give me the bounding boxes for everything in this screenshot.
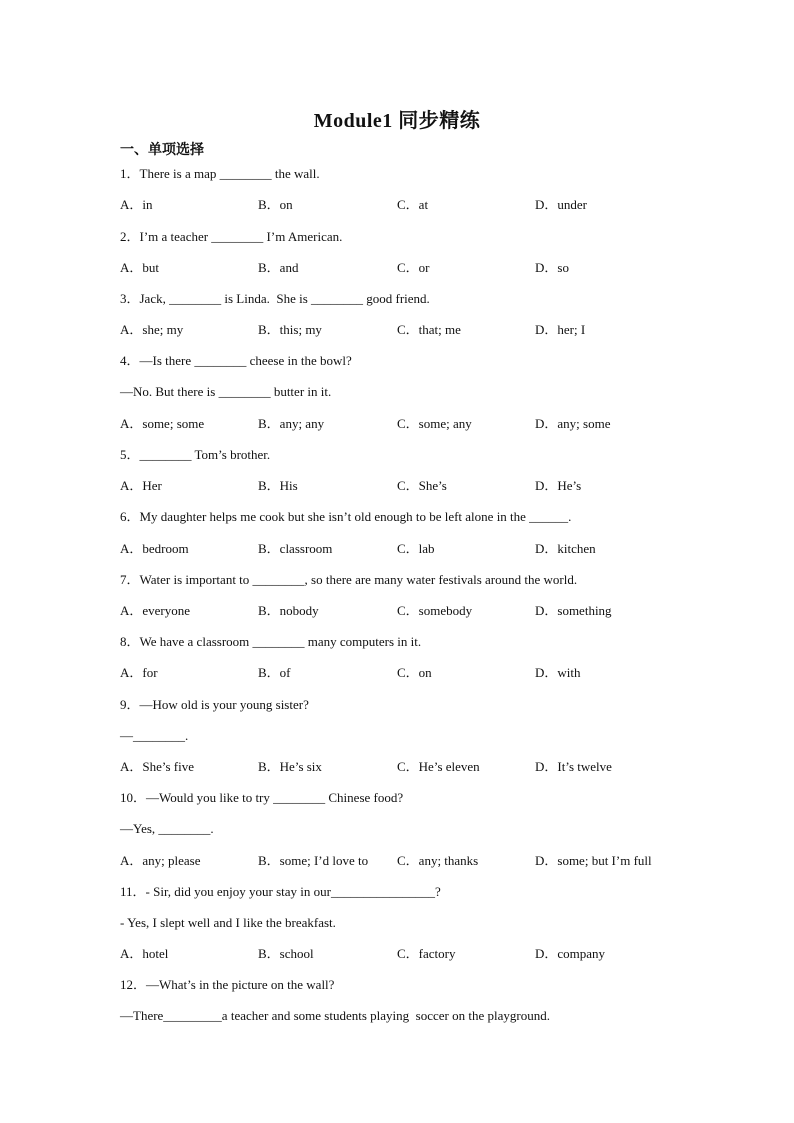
question-6-stem: 6．My daughter helps me cook but she isn’t old enough to be left alone in the ______. <box>120 509 572 524</box>
option-d: D．under <box>535 197 587 212</box>
option-c: C．any; thanks <box>397 853 479 868</box>
option-b: B．He’s six <box>258 759 322 774</box>
option-c: C．lab <box>397 541 435 556</box>
option-a: A．Her <box>120 478 162 493</box>
page-title: Module1 同步精练 <box>313 110 481 132</box>
question-12-stem-line-2: —There_________a teacher and some students playing soccer on the playground. <box>120 1008 550 1023</box>
question-8-options <box>120 664 720 682</box>
option-b: B．of <box>258 665 291 680</box>
option-b: B．this; my <box>258 322 322 337</box>
question-3-stem: 3．Jack, ________ is Linda. She is ________ good friend. <box>120 291 430 306</box>
option-d: D．It’s twelve <box>535 759 612 774</box>
option-a: A．in <box>120 197 153 212</box>
question-10-options <box>120 852 720 870</box>
question-2-stem: 2．I’m a teacher ________ I’m American. <box>120 229 343 244</box>
question-6-options <box>120 540 720 558</box>
option-c: C．at <box>397 197 429 212</box>
option-d: D．any; some <box>535 416 611 431</box>
option-d: D．some; but I’m full <box>535 853 652 868</box>
question-5-options <box>120 477 720 495</box>
option-a: A．hotel <box>120 946 169 961</box>
question-9-options <box>120 758 720 776</box>
option-b: B．and <box>258 260 299 275</box>
option-a: A．some; some <box>120 416 205 431</box>
question-10-stem-line-2: —Yes, ________. <box>120 821 214 836</box>
question-9-stem-line-2: —________. <box>120 728 189 743</box>
option-b: B．nobody <box>258 603 319 618</box>
option-c: C．some; any <box>397 416 472 431</box>
option-d: D．something <box>535 603 612 618</box>
option-c: C．somebody <box>397 603 473 618</box>
question-8-stem: 8．We have a classroom ________ many computers in it. <box>120 634 422 649</box>
option-a: A．but <box>120 260 160 275</box>
option-b: B．classroom <box>258 541 333 556</box>
option-a: A．for <box>120 665 158 680</box>
option-c: C．or <box>397 260 430 275</box>
section-heading: 一、单项选择 <box>120 143 204 158</box>
option-d: D．kitchen <box>535 541 596 556</box>
question-4-stem: 4．—Is there ________ cheese in the bowl? <box>120 353 352 368</box>
question-3-options <box>120 321 720 339</box>
question-11-stem-line-2: - Yes, I slept well and I like the breakfast. <box>120 915 336 930</box>
question-7-stem: 7．Water is important to ________, so there are many water festivals around the world. <box>120 572 578 587</box>
option-a: A．she; my <box>120 322 184 337</box>
question-5-stem: 5．________ Tom’s brother. <box>120 447 271 462</box>
option-d: D．with <box>535 665 581 680</box>
option-b: B．on <box>258 197 293 212</box>
option-c: C．on <box>397 665 432 680</box>
option-a: A．She’s five <box>120 759 195 774</box>
question-1-options <box>120 196 720 214</box>
option-d: D．her; I <box>535 322 586 337</box>
question-9-stem: 9．—How old is your young sister? <box>120 697 309 712</box>
question-12-stem: 12．—What’s in the picture on the wall? <box>120 977 335 992</box>
option-d: D．so <box>535 260 569 275</box>
option-a: A．any; please <box>120 853 201 868</box>
question-11-stem: 11．- Sir, did you enjoy your stay in our________________? <box>120 884 441 899</box>
question-4-stem-line-2: —No. But there is ________ butter in it. <box>120 384 332 399</box>
option-c: C．factory <box>397 946 456 961</box>
option-d: D．company <box>535 946 606 961</box>
option-b: B．His <box>258 478 298 493</box>
question-2-options <box>120 259 720 277</box>
option-d: D．He’s <box>535 478 582 493</box>
question-10-stem: 10．—Would you like to try ________ Chinese food? <box>120 790 404 805</box>
option-a: A．everyone <box>120 603 191 618</box>
question-4-options <box>120 415 720 433</box>
option-b: B．some; I’d love to <box>258 853 369 868</box>
option-b: B．school <box>258 946 314 961</box>
option-b: B．any; any <box>258 416 325 431</box>
option-c: C．that; me <box>397 322 461 337</box>
question-11-options <box>120 945 720 963</box>
question-1-stem: 1．There is a map ________ the wall. <box>120 166 320 181</box>
option-c: C．He’s eleven <box>397 759 480 774</box>
question-7-options <box>120 602 720 620</box>
option-a: A．bedroom <box>120 541 189 556</box>
option-c: C．She’s <box>397 478 447 493</box>
